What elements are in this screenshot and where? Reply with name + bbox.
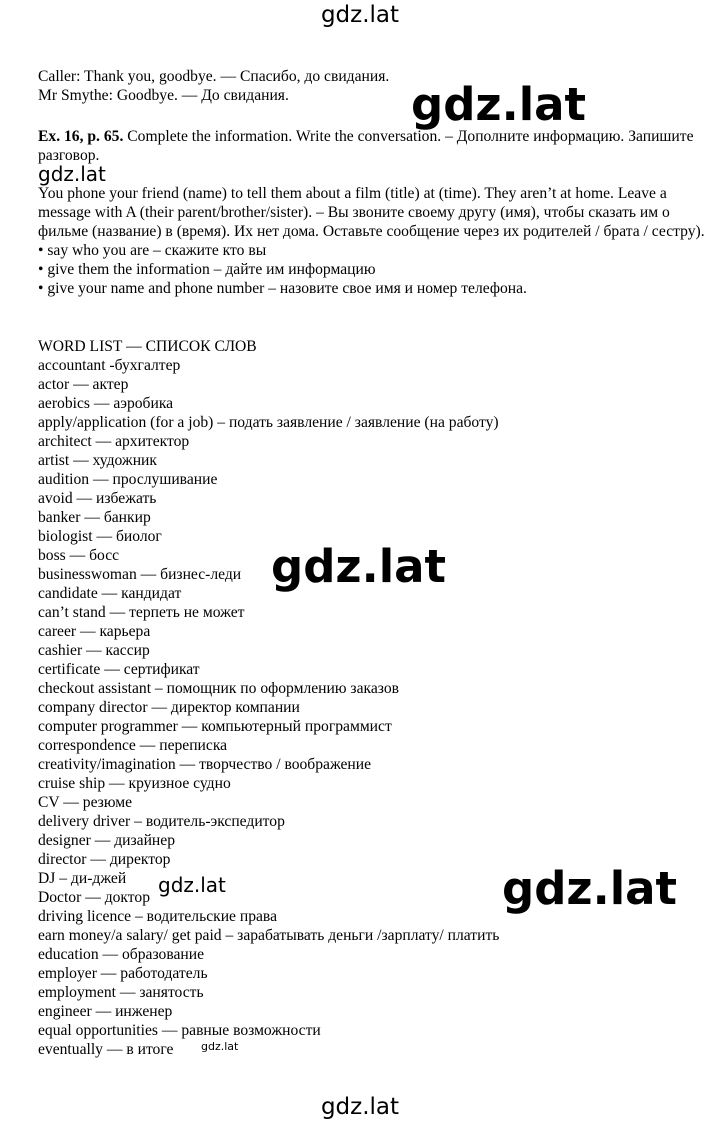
word-entry: checkout assistant – помощник по оформлению заказов xyxy=(38,680,399,697)
watermark-bottom: gdz.lat xyxy=(320,1094,400,1120)
word-entry: banker — банкир xyxy=(38,509,151,526)
word-entry: CV — резюме xyxy=(38,794,133,811)
word-list xyxy=(38,337,708,1059)
watermark-large: gdz.lat xyxy=(271,540,447,593)
task-bullet: • give your name and phone number – назовите свое имя и номер телефона. xyxy=(38,280,527,297)
watermark-small: gdz.lat xyxy=(158,873,226,897)
word-entry: director — директор xyxy=(38,851,171,868)
watermark-tiny: gdz.lat xyxy=(201,1040,239,1053)
word-entry: businesswoman — бизнес-леди xyxy=(38,566,242,583)
word-entry: Doctor — доктор xyxy=(38,889,150,906)
word-entry: creativity/imagination — творчество / воображение xyxy=(38,756,372,773)
word-entry: employment — занятость xyxy=(38,984,204,1001)
word-list-items xyxy=(38,356,708,1059)
dialogue-closing xyxy=(38,67,708,105)
word-entry: avoid — избежать xyxy=(38,490,157,507)
word-entry: company director — директор компании xyxy=(38,699,300,716)
word-entry: education — образование xyxy=(38,946,205,963)
exercise-instruction xyxy=(38,127,708,165)
word-entry: engineer — инженер xyxy=(38,1003,173,1020)
word-entry: career — карьера xyxy=(38,623,151,640)
word-entry: actor — актер xyxy=(38,376,129,393)
word-entry: employer — работодатель xyxy=(38,965,208,982)
word-entry: correspondence — переписка xyxy=(38,737,228,754)
word-entry: delivery driver – водитель-экспедитор xyxy=(38,813,285,830)
word-entry: certificate — сертификат xyxy=(38,661,200,678)
word-entry: audition — прослушивание xyxy=(38,471,218,488)
word-entry: computer programmer — компьютерный программист xyxy=(38,718,392,735)
watermark-large: gdz.lat xyxy=(411,78,587,131)
word-entry: DJ – ди-джей xyxy=(38,870,127,887)
word-entry: cruise ship — круизное судно xyxy=(38,775,231,792)
word-entry: architect — архитектор xyxy=(38,433,190,450)
dialogue-line: Caller: Thank you, goodbye. — Спасибо, до свидания. xyxy=(38,68,390,85)
word-entry: designer — дизайнер xyxy=(38,832,175,849)
word-entry: can’t stand — терпеть не может xyxy=(38,604,245,621)
word-entry: candidate — кандидат xyxy=(38,585,182,602)
word-entry: boss — босс xyxy=(38,547,120,564)
word-list-heading: WORD LIST — СПИСОК СЛОВ xyxy=(38,338,257,355)
dialogue-line: Mr Smythe: Goodbye. — До свидания. xyxy=(38,87,289,104)
watermark-small: gdz.lat xyxy=(38,162,106,186)
task-bullet: • give them the information – дайте им информацию xyxy=(38,261,376,278)
word-entry: aerobics — аэробика xyxy=(38,395,174,412)
word-entry: artist — художник xyxy=(38,452,157,469)
exercise-task: You phone your friend (name) to tell them about a film (title) at (time). They aren’t at home. Leave a message with A (their parent/brother/sister). – Вы звоните своему другу (имя), чтобы сказать им о фильме (название) в (время). Их нет дома. Оставьте сообщение через их родителей / брата / сестру). xyxy=(38,185,705,240)
word-entry: accountant -бухгалтер xyxy=(38,357,181,374)
word-entry: cashier — кассир xyxy=(38,642,150,659)
word-entry: apply/application (for a job) – подать заявление / заявление (на работу) xyxy=(38,414,499,431)
watermark-large: gdz.lat xyxy=(502,862,678,915)
word-entry: equal opportunities — равные возможности xyxy=(38,1022,321,1039)
exercise-reference: Ex. 16, p. 65. xyxy=(38,128,124,145)
instruction-text: Complete the information. Write the conversation. – Дополните информацию. Запишите разговор. xyxy=(38,128,694,164)
task-bullet: • say who you are – скажите кто вы xyxy=(38,242,267,259)
word-entry: earn money/a salary/ get paid – зарабатывать деньги /зарплату/ платить xyxy=(38,927,500,944)
word-entry: biologist — биолог xyxy=(38,528,162,545)
watermark-top: gdz.lat xyxy=(320,2,400,28)
word-entry: driving licence – водительские права xyxy=(38,908,277,925)
word-entry: eventually — в итоге xyxy=(38,1041,174,1058)
exercise-block xyxy=(38,127,708,298)
